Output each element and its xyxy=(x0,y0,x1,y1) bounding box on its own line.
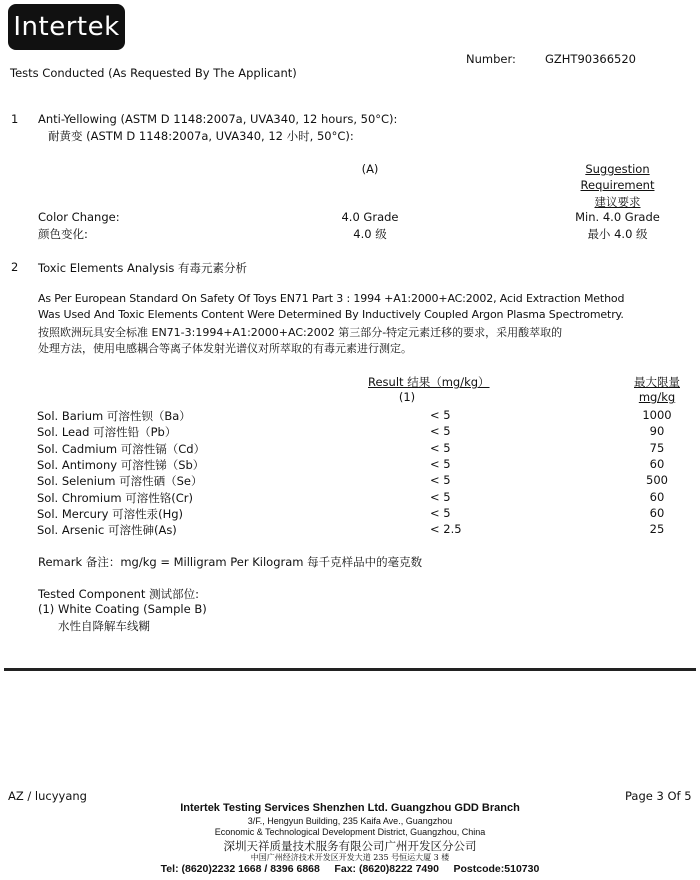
element-limit: 25 xyxy=(649,522,665,537)
footer-address-1: 3/F., Hengyun Building, 235 Kaifa Ave., Guangzhou xyxy=(247,816,453,826)
element-name: Sol. Lead 可溶性铅（Pb） xyxy=(37,425,177,440)
element-limit: 500 xyxy=(646,473,668,488)
footer-address-cn: 中国广州经济技术开发区开发大道 235 号恒运大厦 3 楼 xyxy=(250,853,450,862)
element-limit: 1000 xyxy=(642,408,672,422)
element-name: Sol. Chromium 可溶性铬(Cr) xyxy=(37,490,193,505)
limit-column-unit: mg/kg xyxy=(638,390,676,404)
section1-index: 1 xyxy=(11,112,19,126)
element-result: < 5 xyxy=(430,473,451,488)
footer-initials: AZ / lucyyang xyxy=(8,789,87,803)
element-limit: 60 xyxy=(649,489,665,504)
column-a-header: (A) xyxy=(361,162,379,176)
tested-component-cn: 水性自降解车线糊 xyxy=(58,619,150,633)
element-name: Sol. Barium 可溶性钡（Ba） xyxy=(37,409,191,423)
element-name: Sol. Arsenic 可溶性砷(As) xyxy=(37,523,177,538)
element-result: < 5 xyxy=(430,424,451,439)
table-row xyxy=(37,490,697,506)
remark-text: Remark 备注：mg/kg = Milligram Per Kilogram 每千克样品中的毫克数 xyxy=(38,555,423,569)
element-limit: 90 xyxy=(649,424,665,439)
table-row xyxy=(37,473,697,489)
footer-divider xyxy=(4,668,696,671)
element-result: < 5 xyxy=(430,440,451,455)
color-change-requirement: Min. 4.0 Grade xyxy=(575,210,660,224)
method-paragraph-line4: 处理方法，使用电感耦合等离子体发射光谱仪对所萃取的有毒元素进行测定。 xyxy=(38,342,412,355)
result-column-subheader: (1) xyxy=(398,390,416,404)
element-result: < 2.5 xyxy=(430,522,462,537)
element-limit: 75 xyxy=(649,440,665,455)
suggestion-header-3: 建议要求 xyxy=(594,195,641,209)
section2-title: Toxic Elements Analysis 有毒元素分析 xyxy=(38,261,248,275)
report-number-value: GZHT90366520 xyxy=(545,52,636,66)
suggestion-header-2: Requirement xyxy=(580,178,655,192)
element-limit: 60 xyxy=(649,505,665,520)
section1-title-en: Anti-Yellowing (ASTM D 1148:2007a, UVA340, 12 hours, 50°C): xyxy=(38,112,398,126)
element-name: Sol. Cadmium 可溶性镉（Cd） xyxy=(37,441,206,456)
tests-conducted-heading: Tests Conducted (As Requested By The Applicant) xyxy=(10,66,297,80)
color-change-value: 4.0 Grade xyxy=(341,210,399,224)
element-name: Sol. Mercury 可溶性汞(Hg) xyxy=(37,506,184,521)
element-result: < 5 xyxy=(430,489,451,504)
intertek-logo: Intertek xyxy=(8,4,125,50)
table-row xyxy=(37,522,697,538)
limit-column-header: 最大限量 xyxy=(634,375,680,389)
element-limit: 60 xyxy=(649,456,665,471)
color-change-value-cn: 4.0 级 xyxy=(353,227,387,241)
result-column-header: Result 结果（mg/kg） xyxy=(368,375,490,389)
table-row xyxy=(37,506,697,522)
color-change-label-cn: 颜色变化: xyxy=(38,227,88,241)
method-paragraph-line2: Was Used And Toxic Elements Content Were Determined By Inductively Coupled Argon Plasma Spectrometry. xyxy=(38,308,624,321)
tested-component-label: Tested Component 测试部位: xyxy=(38,587,199,601)
tested-component-en: (1) White Coating (Sample B) xyxy=(38,602,207,616)
page-number: Page 3 Of 5 xyxy=(625,789,692,803)
section1-title-cn: 耐黄变 (ASTM D 1148:2007a, UVA340, 12 小时, 50°C): xyxy=(48,129,354,143)
table-row xyxy=(37,457,697,473)
color-change-label: Color Change: xyxy=(38,210,120,224)
element-result: < 5 xyxy=(430,505,451,520)
report-number-label: Number: xyxy=(466,52,516,66)
suggestion-header-1: Suggestion xyxy=(585,162,650,176)
footer-address-2: Economic & Technological Development District, Guangzhou, China xyxy=(214,827,486,837)
method-paragraph-line3: 按照欧洲玩具安全标准 EN71-3:1994+A1:2000+AC:2002 第三部分-特定元素迁移的要求，采用酸萃取的 xyxy=(38,326,563,339)
footer-company-cn: 深圳天祥质量技术服务有限公司广州开发区分公司 xyxy=(223,839,477,853)
table-row xyxy=(37,441,697,457)
color-change-requirement-cn: 最小 4.0 级 xyxy=(587,227,648,241)
table-row xyxy=(37,424,697,440)
element-name: Sol. Antimony 可溶性锑（Sb） xyxy=(37,457,205,472)
table-row xyxy=(37,408,697,424)
footer-company: Intertek Testing Services Shenzhen Ltd. Guangzhou GDD Branch xyxy=(180,802,520,814)
section2-index: 2 xyxy=(11,260,19,274)
element-result: < 5 xyxy=(430,456,451,471)
method-paragraph-line1: As Per European Standard On Safety Of Toys EN71 Part 3 : 1994 +A1:2000+AC:2002, Acid Extraction Method xyxy=(38,292,625,305)
element-result: < 5 xyxy=(430,408,451,422)
element-name: Sol. Selenium 可溶性硒（Se） xyxy=(37,474,203,489)
footer-contact: Tel: (8620)2232 1668 / 8396 6868 Fax: (8620)8222 7490 Postcode:510730 xyxy=(160,863,540,875)
